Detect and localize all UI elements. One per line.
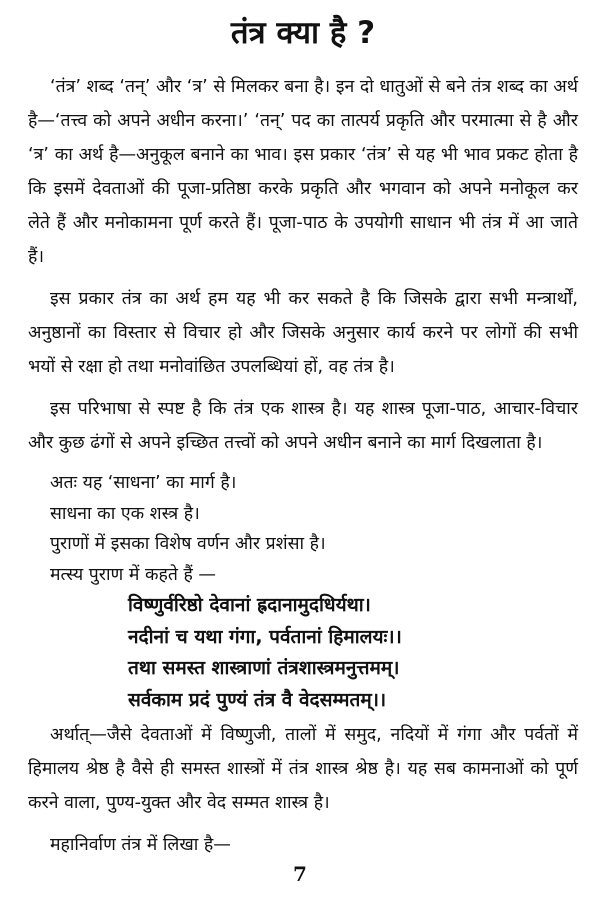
- paragraph-1: ‘तंत्र’ शब्द ‘तन्’ और ‘त्र’ से मिलकर बना है। इन दो धातुओं से बने तंत्र शब्द का अर्थ है—‘तत्त्व को अपने अधीन करना।’ ‘तन्’ पद का तात्पर्य प्रकृति और परमात्मा से है और ‘त्र’ का अर्थ है—अनुकूल बनाने का भाव। इस प्रकार ‘तंत्र’ से यह भी भाव प्रकट होता है कि इसमें देवताओं की पूजा-प्रतिष्ठा करके प्रकृति और भगवान को अपने मनोकूल कर लेते हैं और मनोकामना पूर्ण करते हैं। पूजा-पाठ के उपयोगी साधान भी तंत्र में आ जाते हैं।: [28, 77, 578, 267]
- statement-line: साधना का एक शस्त्र है।: [50, 503, 200, 524]
- statement-line: मत्स्य पुराण में कहते हैं —: [50, 564, 216, 585]
- verse-meaning: अर्थात्—जैसे देवताओं में विष्णुजी, तालों में समुद, नदियों में गंगा और पर्वतों में हिमालय श्रेष्ठ है वैसे ही समस्त शास्त्रों में तंत्र शास्त्र श्रेष्ठ है। यह सब कामनाओं को पूर्ण करने वाला, पुण्य-युक्त और वेद सम्मत शास्त्र है।: [28, 725, 578, 813]
- paragraph-2: इस प्रकार तंत्र का अर्थ हम यह भी कर सकते है कि जिसके द्वारा सभी मन्त्रार्थों, अनुष्ठानों का विस्तार से विचार हो और जिसके अनुसार कार्य करने पर लोगों की सभी भयों से रक्षा हो तथा मनोवांछित उपलब्धियां हों, वह तंत्र है।: [28, 289, 578, 377]
- page-title: तंत्र क्या है ?: [230, 15, 376, 51]
- verse-line: तथा समस्त शास्त्राणां तंत्रशास्त्रमनुत्तमम्।: [128, 657, 400, 679]
- statement-lines: [28, 468, 578, 590]
- verse-line: विष्णुर्वरिष्ठो देवानां ह्रदानामुदधिर्यथा।: [128, 594, 371, 616]
- verse-line: सर्वकाम प्रदं पुण्यं तंत्र वै वेदसम्मतम्।।: [128, 688, 387, 711]
- page-number: 7: [293, 862, 307, 886]
- paragraph-3: इस परिभाषा से स्पष्ट है कि तंत्र एक शास्त्र है। यह शास्त्र पूजा-पाठ, आचार-विचार और कुछ ढंगों से अपने इच्छित तत्त्वों को अपने अधीन बनाने का मार्ग दिखलाता है।: [28, 399, 578, 453]
- closing-line: महानिर्वाण तंत्र में लिखा है—: [50, 835, 231, 855]
- sanskrit-verse: [28, 590, 578, 716]
- verse-line: नदीनां च यथा गंगा, पर्वतानां हिमालयः।।: [128, 625, 402, 648]
- statement-line: अतः यह ‘साधना’ का मार्ग है।: [50, 473, 237, 493]
- statement-line: पुराणों में इसका विशेष वर्णन और प्रशंसा है।: [50, 534, 326, 554]
